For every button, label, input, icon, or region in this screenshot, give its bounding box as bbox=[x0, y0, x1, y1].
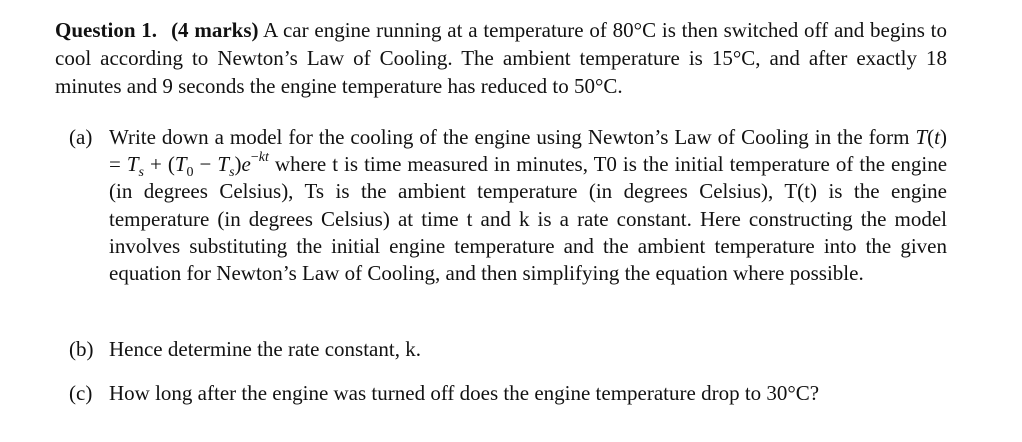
question-marks: (4 marks) bbox=[171, 18, 259, 42]
question-intro bbox=[55, 16, 947, 100]
formula-ts: T bbox=[126, 152, 139, 177]
part-c bbox=[69, 380, 947, 407]
part-a-text-2: where t is time measured in minutes, T0 is the initial temperature of the engine (in degrees Celsius), Ts is the ambient temperature (in degrees Celsius), T(t) is the engine temperature (in degrees Celsius) at time t and k is a rate constant. Here constructing the model involves substituting the initial engine temperature and the ambient temperature into the given equation for Newton’s Law of Cooling, and then simplifying the equation where possible. bbox=[109, 152, 948, 286]
formula-e: e bbox=[241, 152, 251, 177]
part-a-body bbox=[109, 124, 947, 287]
formula-var-t: t bbox=[934, 125, 941, 149]
question-intro-text: A car engine running at a temperature of 80°C is then switched off and begins to cool according to Newton’s Law of Cooling. The ambient temperature is 15°C, and after exactly 18 minutes and 9 seconds the engine temperature has reduced to 50°C. bbox=[55, 18, 948, 98]
question-label: Question 1. bbox=[55, 18, 158, 42]
part-a-text-1: Write down a model for the cooling of the engine using Newton’s Law of Cooling in the form bbox=[109, 125, 910, 149]
part-b-text: Hence determine the rate constant, k. bbox=[109, 337, 421, 361]
part-b bbox=[69, 336, 947, 363]
part-b-label: (b) bbox=[69, 337, 94, 361]
part-a bbox=[69, 124, 947, 287]
part-c-text: How long after the engine was turned off does the engine temperature drop to 30°C? bbox=[109, 381, 820, 405]
newton-cooling-formula: $T(t) = T_s + (T_0 - T_s)e^{-kt}$ bbox=[109, 125, 948, 181]
part-a-label: (a) bbox=[69, 125, 93, 149]
part-c-label: (c) bbox=[69, 381, 93, 405]
formula-t0: T bbox=[174, 152, 187, 177]
formula-lhs-t: T bbox=[915, 125, 928, 149]
formula-ts-2: T bbox=[217, 152, 230, 177]
